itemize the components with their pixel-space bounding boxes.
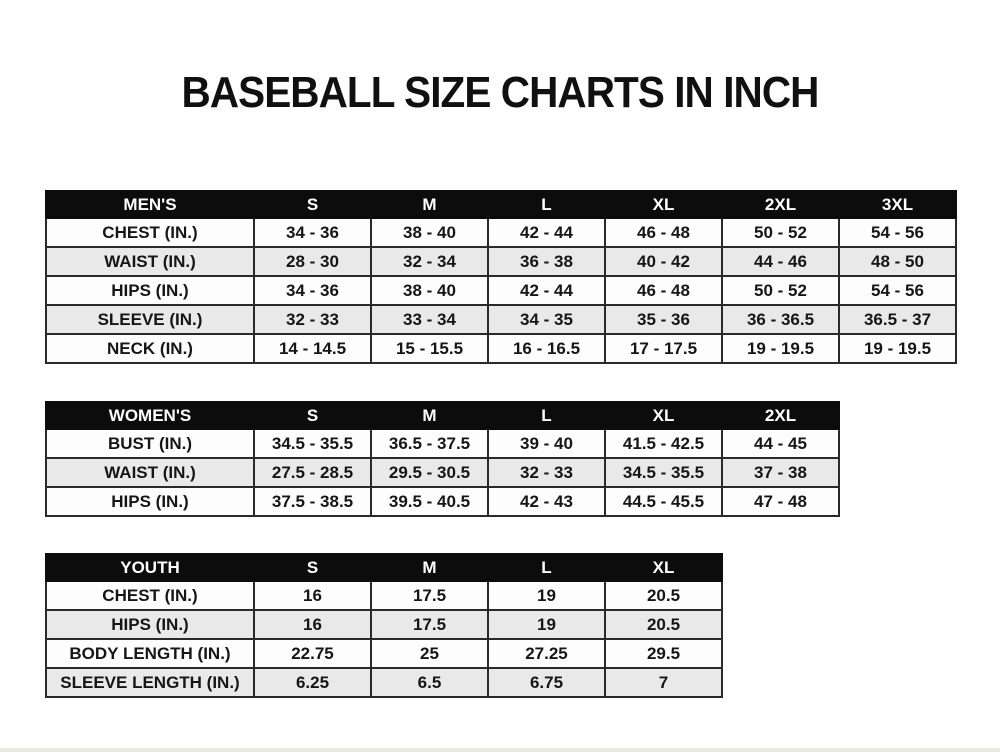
row-label: SLEEVE (IN.)	[46, 305, 254, 334]
size-value: 6.5	[371, 668, 488, 697]
table-row-hips	[46, 610, 722, 639]
size-value: 34 - 36	[254, 218, 371, 247]
row-label: WAIST (IN.)	[46, 458, 254, 487]
size-value: 41.5 - 42.5	[605, 429, 722, 458]
table-row-waist	[46, 458, 839, 487]
size-value: 34 - 36	[254, 276, 371, 305]
womens-table-title: WOMEN'S	[46, 402, 254, 429]
size-value: 37 - 38	[722, 458, 839, 487]
womens-size-table	[45, 401, 840, 517]
size-value: 17.5	[371, 581, 488, 610]
size-value: 25	[371, 639, 488, 668]
size-value: 36 - 38	[488, 247, 605, 276]
column-header-2xl: 2XL	[722, 191, 839, 218]
size-value: 33 - 34	[371, 305, 488, 334]
column-header-l: L	[488, 402, 605, 429]
size-value: 48 - 50	[839, 247, 956, 276]
size-value: 32 - 33	[254, 305, 371, 334]
size-value: 44 - 45	[722, 429, 839, 458]
size-value: 37.5 - 38.5	[254, 487, 371, 516]
size-value: 6.25	[254, 668, 371, 697]
size-value: 42 - 44	[488, 276, 605, 305]
table-row-waist	[46, 247, 956, 276]
youth-size-table	[45, 553, 723, 698]
size-value: 22.75	[254, 639, 371, 668]
size-value: 34.5 - 35.5	[254, 429, 371, 458]
row-label: HIPS (IN.)	[46, 276, 254, 305]
column-header-xl: XL	[605, 554, 722, 581]
table-row-neck	[46, 334, 956, 363]
column-header-xl: XL	[605, 402, 722, 429]
row-label: NECK (IN.)	[46, 334, 254, 363]
table-row-sleeve	[46, 305, 956, 334]
row-label: HIPS (IN.)	[46, 610, 254, 639]
size-value: 44.5 - 45.5	[605, 487, 722, 516]
mens-table-title: MEN'S	[46, 191, 254, 218]
size-value: 47 - 48	[722, 487, 839, 516]
size-value: 36.5 - 37.5	[371, 429, 488, 458]
row-label: HIPS (IN.)	[46, 487, 254, 516]
size-value: 39.5 - 40.5	[371, 487, 488, 516]
size-value: 16	[254, 610, 371, 639]
size-value: 7	[605, 668, 722, 697]
row-label: SLEEVE LENGTH (IN.)	[46, 668, 254, 697]
size-value: 19	[488, 610, 605, 639]
size-value: 19 - 19.5	[839, 334, 956, 363]
row-label: CHEST (IN.)	[46, 218, 254, 247]
column-header-2xl: 2XL	[722, 402, 839, 429]
row-label: CHEST (IN.)	[46, 581, 254, 610]
table-row-body-length	[46, 639, 722, 668]
size-value: 54 - 56	[839, 276, 956, 305]
size-value: 15 - 15.5	[371, 334, 488, 363]
size-value: 17.5	[371, 610, 488, 639]
size-value: 38 - 40	[371, 218, 488, 247]
size-value: 27.25	[488, 639, 605, 668]
size-value: 44 - 46	[722, 247, 839, 276]
size-value: 17 - 17.5	[605, 334, 722, 363]
youth-header-row	[46, 554, 722, 581]
column-header-l: L	[488, 554, 605, 581]
size-value: 36.5 - 37	[839, 305, 956, 334]
size-value: 34 - 35	[488, 305, 605, 334]
column-header-s: S	[254, 554, 371, 581]
column-header-xl: XL	[605, 191, 722, 218]
size-value: 29.5	[605, 639, 722, 668]
page-title: BASEBALL SIZE CHARTS IN INCH	[181, 68, 819, 117]
table-row-chest	[46, 218, 956, 247]
size-value: 16	[254, 581, 371, 610]
size-value: 19 - 19.5	[722, 334, 839, 363]
size-value: 50 - 52	[722, 276, 839, 305]
size-value: 42 - 44	[488, 218, 605, 247]
table-row-sleeve-length	[46, 668, 722, 697]
column-header-m: M	[371, 554, 488, 581]
size-value: 6.75	[488, 668, 605, 697]
size-value: 20.5	[605, 610, 722, 639]
size-value: 28 - 30	[254, 247, 371, 276]
table-row-hips	[46, 487, 839, 516]
size-value: 16 - 16.5	[488, 334, 605, 363]
row-label: BUST (IN.)	[46, 429, 254, 458]
column-header-s: S	[254, 402, 371, 429]
size-value: 42 - 43	[488, 487, 605, 516]
size-value: 32 - 33	[488, 458, 605, 487]
column-header-l: L	[488, 191, 605, 218]
size-value: 34.5 - 35.5	[605, 458, 722, 487]
table-row-chest	[46, 581, 722, 610]
womens-header-row	[46, 402, 839, 429]
column-header-m: M	[371, 191, 488, 218]
table-row-bust	[46, 429, 839, 458]
size-value: 50 - 52	[722, 218, 839, 247]
column-header-m: M	[371, 402, 488, 429]
mens-header-row	[46, 191, 956, 218]
row-label: WAIST (IN.)	[46, 247, 254, 276]
mens-size-table	[45, 190, 957, 364]
size-value: 36 - 36.5	[722, 305, 839, 334]
youth-table-title: YOUTH	[46, 554, 254, 581]
size-value: 38 - 40	[371, 276, 488, 305]
size-value: 46 - 48	[605, 218, 722, 247]
column-header-3xl: 3XL	[839, 191, 956, 218]
column-header-s: S	[254, 191, 371, 218]
size-value: 39 - 40	[488, 429, 605, 458]
row-label: BODY LENGTH (IN.)	[46, 639, 254, 668]
size-value: 54 - 56	[839, 218, 956, 247]
size-value: 29.5 - 30.5	[371, 458, 488, 487]
size-value: 14 - 14.5	[254, 334, 371, 363]
size-value: 46 - 48	[605, 276, 722, 305]
size-value: 40 - 42	[605, 247, 722, 276]
size-value: 32 - 34	[371, 247, 488, 276]
table-row-hips	[46, 276, 956, 305]
scan-edge-artifact	[0, 748, 1000, 752]
size-value: 35 - 36	[605, 305, 722, 334]
size-value: 20.5	[605, 581, 722, 610]
size-value: 27.5 - 28.5	[254, 458, 371, 487]
size-value: 19	[488, 581, 605, 610]
